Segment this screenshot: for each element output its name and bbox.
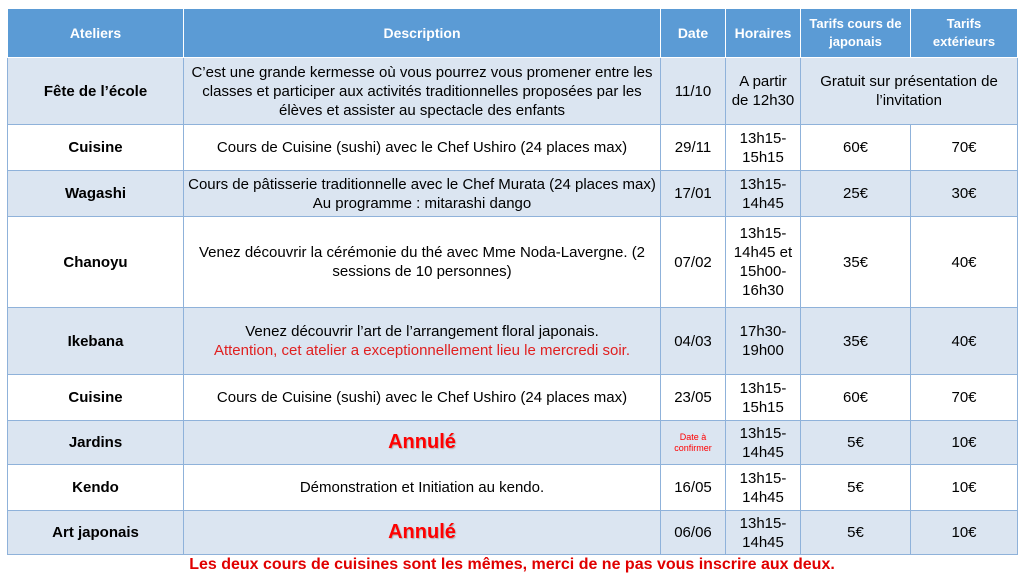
atelier-cell: Cuisine: [8, 125, 184, 171]
table-row: [8, 375, 1018, 421]
date-to-confirm: Date à confirmer: [674, 431, 712, 453]
horaires-cell: 13h15-14h45: [726, 465, 801, 511]
atelier-cell: Chanoyu: [8, 217, 184, 308]
horaires-cell: 13h15-15h15: [726, 125, 801, 171]
description-cell: [184, 308, 661, 375]
date-cell: 07/02: [661, 217, 726, 308]
tarif-exterieur-cell: 10€: [911, 421, 1018, 465]
footer-notice: Les deux cours de cuisines sont les mêmes, merci de ne pas vous inscrire aux deux.: [189, 556, 835, 573]
horaires-cell: 17h30-19h00: [726, 308, 801, 375]
header-tarifs-exterieurs: Tarifs extérieurs: [911, 9, 1018, 58]
schedule-table: [7, 8, 1018, 555]
horaires-cell: A partir de 12h30: [726, 58, 801, 125]
header-tarifs-japonais: Tarifs cours de japonais: [801, 9, 911, 58]
tarif-exterieur-cell: 40€: [911, 308, 1018, 375]
tarif-japonais-cell: 60€: [801, 375, 911, 421]
date-cell: 04/03: [661, 308, 726, 375]
description-cell: Cours de Cuisine (sushi) avec le Chef Ushiro (24 places max): [184, 375, 661, 421]
horaires-cell: 13h15-14h45: [726, 511, 801, 555]
tarif-japonais-cell: 5€: [801, 421, 911, 465]
tarif-japonais-cell: 35€: [801, 308, 911, 375]
header-ateliers: Ateliers: [8, 9, 184, 58]
horaires-cell: 13h15-14h45: [726, 171, 801, 217]
table-row: [8, 308, 1018, 375]
date-cell: [661, 421, 726, 465]
tarif-exterieur-cell: 40€: [911, 217, 1018, 308]
description-cell: Cours de Cuisine (sushi) avec le Chef Ushiro (24 places max): [184, 125, 661, 171]
description-warning: Attention, cet atelier a exceptionnellement lieu le mercredi soir.: [213, 342, 631, 359]
header-date: Date: [661, 9, 726, 58]
date-cell: 17/01: [661, 171, 726, 217]
tarif-japonais-cell: 35€: [801, 217, 911, 308]
horaires-cell: 13h15-14h45: [726, 421, 801, 465]
date-cell: 16/05: [661, 465, 726, 511]
atelier-cell: Wagashi: [8, 171, 184, 217]
table-row: [8, 511, 1018, 555]
description-text: Venez découvrir l’art de l’arrangement floral japonais.: [245, 323, 599, 340]
table-row: [8, 465, 1018, 511]
tarif-japonais-cell: 5€: [801, 511, 911, 555]
tarif-japonais-cell: 60€: [801, 125, 911, 171]
atelier-cell: Cuisine: [8, 375, 184, 421]
tarifs-cell: Gratuit sur présentation de l’invitation: [801, 58, 1018, 125]
tarif-exterieur-cell: 70€: [911, 375, 1018, 421]
tarif-exterieur-cell: 30€: [911, 171, 1018, 217]
atelier-cell: Ikebana: [8, 308, 184, 375]
table-header-row: [8, 9, 1018, 58]
horaires-cell: 13h15-15h15: [726, 375, 801, 421]
table-row: [8, 217, 1018, 308]
description-cell: C’est une grande kermesse où vous pourrez vous promener entre les classes et participer aux activités traditionnelles proposées par les élèves et assister au spectacle des enfants: [184, 58, 661, 125]
header-horaires: Horaires: [726, 9, 801, 58]
table-row: [8, 171, 1018, 217]
tarif-japonais-cell: 25€: [801, 171, 911, 217]
horaires-cell: 13h15-14h45 et 15h00-16h30: [726, 217, 801, 308]
date-cell: 06/06: [661, 511, 726, 555]
cancelled-label: Annulé: [388, 520, 456, 543]
table-row: [8, 421, 1018, 465]
tarif-japonais-cell: 5€: [801, 465, 911, 511]
atelier-cell: Jardins: [8, 421, 184, 465]
header-description: Description: [184, 9, 661, 58]
atelier-cell: Kendo: [8, 465, 184, 511]
description-cell: Venez découvrir la cérémonie du thé avec Mme Noda-Lavergne. (2 sessions de 10 personnes): [184, 217, 661, 308]
date-cell: 23/05: [661, 375, 726, 421]
table-row: [8, 58, 1018, 125]
date-cell: 11/10: [661, 58, 726, 125]
table-row: [8, 125, 1018, 171]
tarif-exterieur-cell: 10€: [911, 511, 1018, 555]
description-cell: Démonstration et Initiation au kendo.: [184, 465, 661, 511]
date-cell: 29/11: [661, 125, 726, 171]
description-cell: [184, 421, 661, 465]
atelier-cell: Art japonais: [8, 511, 184, 555]
description-cell: [184, 511, 661, 555]
atelier-cell: Fête de l’école: [8, 58, 184, 125]
cancelled-label: Annulé: [388, 430, 456, 453]
tarif-exterieur-cell: 10€: [911, 465, 1018, 511]
tarif-exterieur-cell: 70€: [911, 125, 1018, 171]
description-cell: Cours de pâtisserie traditionnelle avec le Chef Murata (24 places max) Au programme : mitarashi dango: [184, 171, 661, 217]
